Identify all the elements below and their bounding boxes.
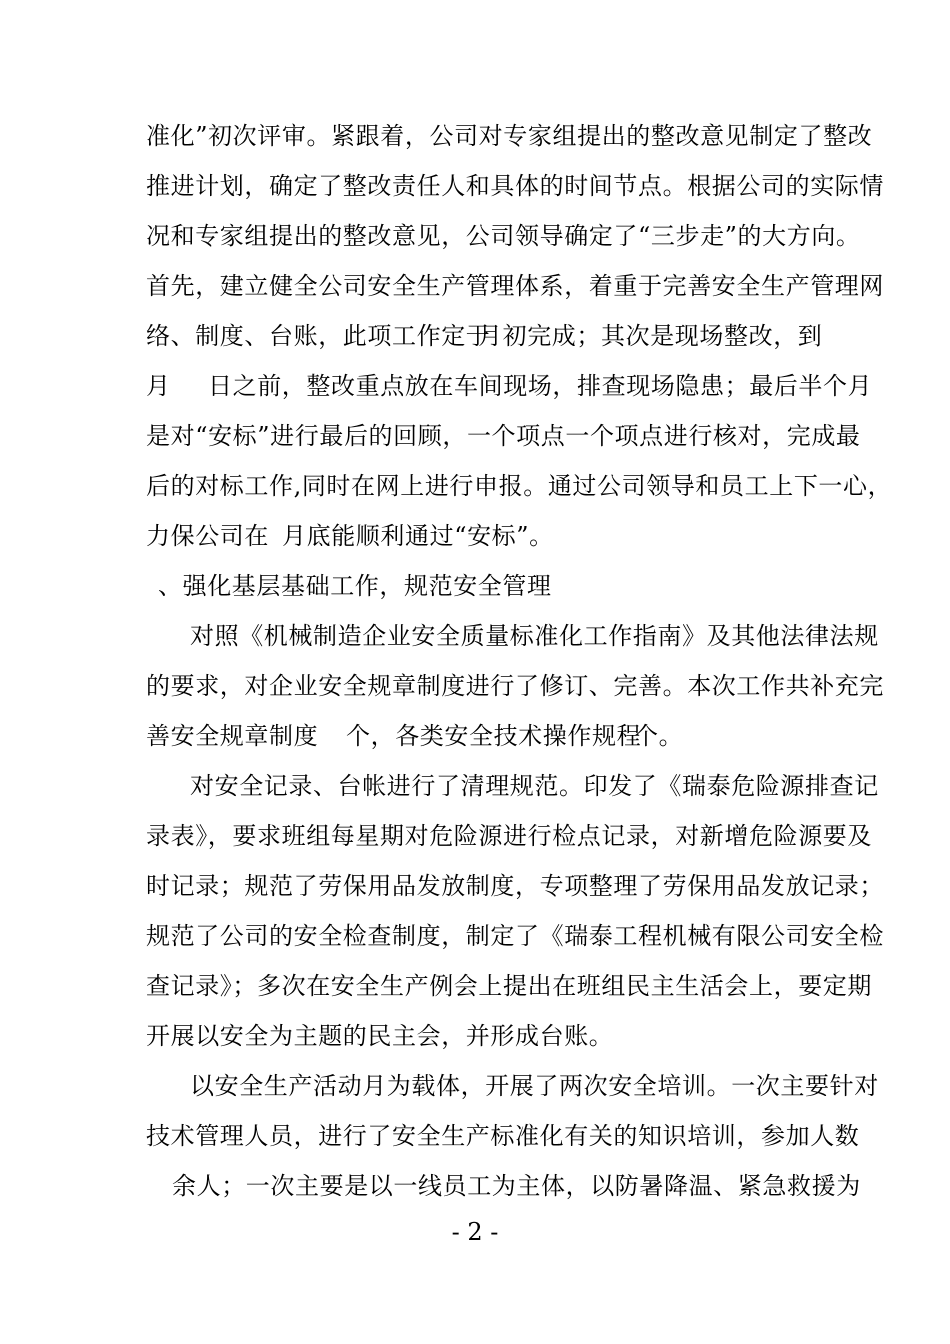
text-line [0, 116, 950, 156]
text-segment: 日之前，整改重点放在车间现场，排查现场隐患；最后半个月 [208, 372, 873, 400]
text-line [0, 766, 950, 806]
text-segment: 录表》，要求班组每星期对危险源进行检点记录，对新增危险源要及 [146, 822, 872, 850]
text-segment: 开展以安全为主题的民主会，并形成台账。 [146, 1022, 614, 1050]
text-segment: 准化”初次评审。紧跟着，公司对专家组提出的整改意见制定了整改 [146, 122, 873, 150]
text-line [0, 266, 950, 306]
text-segment: 善安全规章制度 [146, 722, 319, 750]
text-segment: 力保公司在 [146, 522, 269, 550]
text-segment: 月底能顺利通过“安标”。 [282, 522, 554, 550]
text-line [0, 716, 950, 756]
text-segment: 月初完成；其次是现场整改，到 [478, 322, 823, 350]
text-line [0, 1066, 950, 1106]
text-line [0, 1166, 950, 1206]
text-segment: 余人；一次主要是以一线员工为主体，以防暑降温、紧急救援为 [172, 1172, 861, 1200]
text-line [0, 666, 950, 706]
text-segment: 后的对标工作,同时在网上进行申报。通过公司领导和员工上下一心， [146, 472, 893, 500]
text-segment: 月 [146, 372, 171, 400]
text-line [0, 616, 950, 656]
text-segment: 个。 [634, 722, 684, 750]
text-segment: 以安全生产活动月为载体，开展了两次安全培训。一次主要针对 [190, 1072, 879, 1100]
text-segment: 对安全记录、台帐进行了清理规范。印发了《瑞泰危险源排查记 [190, 772, 879, 800]
text-line [0, 166, 950, 206]
text-segment: 推进计划，确定了整改责任人和具体的时间节点。根据公司的实际情 [146, 172, 884, 200]
text-line [0, 216, 950, 256]
text-line [0, 466, 950, 506]
text-segment: 查记录》；多次在安全生产例会上提出在班组民主生活会上，要定期 [146, 972, 872, 1000]
text-segment: 技术管理人员，进行了安全生产标准化有关的知识培训，参加人数 [146, 1122, 860, 1150]
text-line [0, 866, 950, 906]
text-segment: 规范了公司的安全检查制度，制定了《瑞泰工程机械有限公司安全检 [146, 922, 884, 950]
text-segment: 首先，建立健全公司安全生产管理体系，着重于完善安全生产管理网 [146, 272, 884, 300]
text-segment: 是对“安标”进行最后的回顾，一个项点一个项点进行核对，完成最 [146, 422, 861, 450]
text-segment: 的要求，对企业安全规章制度进行了修订、完善。本次工作共补充完 [146, 672, 884, 700]
text-segment: 况和专家组提出的整改意见，公司领导确定了“三步走”的大方向。 [146, 222, 861, 250]
section-heading [0, 566, 950, 606]
page-number: - 2 - [451, 1218, 499, 1246]
text-segment: 时记录；规范了劳保用品发放制度，专项整理了劳保用品发放记录； [146, 872, 884, 900]
text-line [0, 516, 950, 556]
text-segment: 络、制度、台账，此项工作定于 [146, 322, 491, 350]
text-segment: 对照《机械制造企业安全质量标准化工作指南》及其他法律法规 [190, 622, 879, 650]
text-line [0, 966, 950, 1006]
text-line [0, 1016, 950, 1056]
text-line [0, 916, 950, 956]
text-segment: 、强化基层基础工作，规范安全管理 [158, 572, 552, 600]
text-segment: 个，各类安全技术操作规程 [346, 722, 642, 750]
text-line [0, 316, 950, 356]
text-line [0, 1116, 950, 1156]
text-line [0, 416, 950, 456]
text-line [0, 816, 950, 856]
text-line [0, 366, 950, 406]
